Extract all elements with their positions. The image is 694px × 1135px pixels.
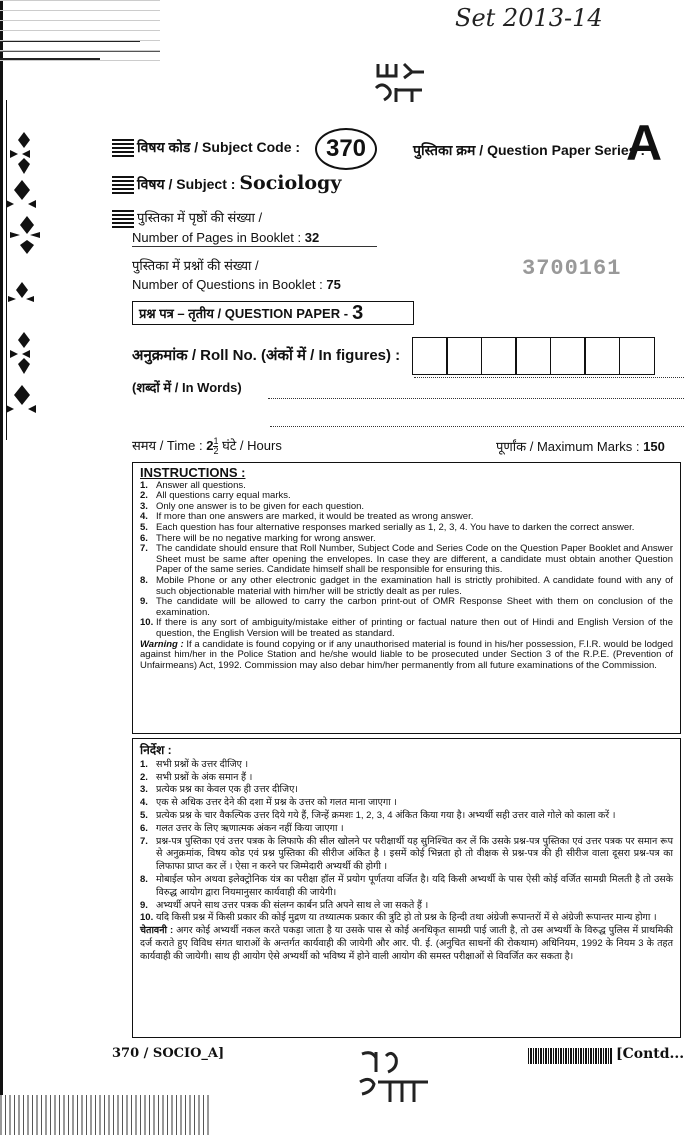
roll-digit-box[interactable] [584, 337, 620, 375]
hindi-instruction-item: 4. एक से अधिक उत्तर देने की दशा में प्रश्न के उत्तर को गलत माना जाएगा । [140, 797, 397, 809]
left-edge-ornament [0, 0, 50, 1135]
roll-no-boxes[interactable] [413, 337, 655, 375]
roll-digit-box[interactable] [515, 337, 551, 375]
instruction-item: 2. All questions carry equal marks. [140, 490, 291, 502]
hindi-instructions-title: निर्देश : [140, 743, 172, 757]
scan-noise-bottom [0, 1095, 210, 1135]
question-paper-number: 3 [352, 301, 364, 324]
instructions-list [140, 481, 673, 640]
question-paper-box: प्रश्न पत्र – तृतीय / QUESTION PAPER - 3 [132, 301, 414, 325]
hindi-instruction-item: 10. यदि किसी प्रश्न में किसी प्रकार की कोई मुद्रण या तथ्यात्मक प्रकार की त्रुटि हो तो प्रश्न के हिन्दी तथा अंग्रेजी रूपान्तरों में से अंग्रेजी रूपान्तर मान्य होगा । [140, 912, 657, 924]
handwritten-set-note: Set 2013-14 [455, 4, 603, 32]
instruction-item: 5. Each question has four alternative responses marked serially as 1, 2, 3, 4. You have to darken the correct answer. [140, 521, 635, 533]
instruction-item: 8. Mobile Phone or any other electronic gadget in the examination hall is strictly prohibited. A candidate found with any of such objectionable material with him/her will be strictly dealt as per rules. [140, 574, 673, 597]
footer-paper-code: 370 / SOCIO_A] [112, 1046, 225, 1061]
barcode-icon [528, 1048, 612, 1064]
hindi-instruction-item: 6. गलत उत्तर के लिए ऋणात्मक अंकन नहीं किया जाएगा । [140, 822, 344, 834]
subject-code-value: 370 [315, 128, 377, 170]
roll-digit-box[interactable] [619, 337, 655, 375]
instructions-title: INSTRUCTIONS : [140, 465, 246, 480]
roll-digit-box[interactable] [446, 337, 482, 375]
hindi-instruction-item: 8. मोबाईल फोन अथवा इलेक्ट्रोनिक यंत्र का परीक्षा हॉल में प्रयोग पूर्णतया वर्जित है। यदि किसी अभ्यर्थी के पास ऐसी कोई वर्जित सामग्री मिलती है तो उसके विरुद्ध आयोग द्वारा नियमानुसार कार्यवाही की जायेगी। [140, 873, 673, 898]
hindi-instruction-item: 7. प्रश्न-पत्र पुस्तिका एवं उत्तर पत्रक के लिफाफे की सील खोलने पर परीक्षार्थी यह सुनिश्चित कर लें कि उसके प्रश्न-पत्र पुस्तिका एवं उत्तर पत्रक पर समान रूप से अनुक्रमांक, विषय कोड एवं प्रश्न पुस्तिका की सीरीज अंकित है । इसमें कोई भिन्नता हो तो वीक्षक से प्रश्न-पत्र की ही सीरीज वाला दूसरा प्रश्न-पत्र का लिफाफा प्राप्त कर लें । ऐसा न करने पर जिम्मेदारी अभ्यर्थी की होगी । [140, 835, 673, 873]
scan-noise [0, 0, 160, 70]
in-words-label: (शब्दों में / In Words) [132, 380, 242, 395]
instruction-item: 3. Only one answer is to be given for each question. [140, 500, 365, 512]
marker-icon [112, 210, 134, 228]
instructions-box [132, 462, 681, 734]
max-marks-row: पूर्णांक / Maximum Marks : 150 [496, 439, 665, 454]
roll-digit-box[interactable] [412, 337, 448, 375]
questions-count: 75 [326, 277, 341, 292]
divider [132, 246, 377, 247]
warning-paragraph: Warning : If a candidate is found copying or if any unauthorised material is found in his/her possession, F.I.R. would be lodged against him/her in the Police Station and he/she would liable to be prosecuted under Section 3 of the R.P.E. (Prevention of Unfairmeans) Act, 1992. Commission may also debar him/her permanently from all future examinations of the Commission. [140, 638, 673, 671]
marker-icon [112, 139, 134, 157]
hindi-warning-paragraph: चेतावनी : अगर कोई अभ्यर्थी नकल करते पकड़ा जाता है या उसके पास से कोई अनधिकृत सामग्री पाई जाती है, तो उस अभ्यर्थी के विरुद्ध पुलिस में प्राथमिकी दर्ज कराते हुए विविध संगत धाराओं के अन्तर्गत कार्यवाही की जायेगी और आर. पी. ई. (अनुचित साधनों की रोकथाम) अधिनियम, 1992 के नियम 3 के तहत कार्यवाही की जायेगी। साथ ही आयोग ऐसे अभ्यर्थी को भविष्य में होने वाली आयोग की समस्त परीक्षाओं से विवर्जित कर सकता है। [140, 925, 674, 962]
hindi-instruction-item: 5. प्रत्येक प्रश्न के चार वैकल्पिक उत्तर दिये गये हैं, जिन्हें क्रमशः 1, 2, 3, 4 अंकित किया गया है। अभ्यर्थी सही उत्तर वाले गोले को काला करें । [140, 809, 616, 821]
subject-name: Sociology [239, 172, 342, 194]
instruction-item: 10. If there is any sort of ambiguity/mistake either of printing or factual nature then out of Hindi and English Version of the question, the English Version will be treated as standard. [140, 617, 673, 639]
hindi-instructions-list [140, 759, 673, 925]
instruction-item: 4. If more than one answers are marked, it would be treated as wrong answer. [140, 511, 474, 523]
in-words-line[interactable] [270, 426, 684, 427]
instruction-item: 7. The candidate should ensure that Roll Number, Subject Code and Series Code on the Question Paper Booklet and Answer Sheet must be same after opening the envelopes. In case they are different, a candidate must obtain another Question Paper of the same series. Candidate himself shall be responsible for ensuring this. [140, 543, 673, 576]
instruction-item: 1. Answer all questions. [140, 479, 246, 491]
time-row: समय / Time : 2 $\frac{1}{2}$ घंटे / Hours [132, 436, 282, 457]
instruction-item: 9. The candidate will be allowed to carry the carbon print-out of OMR Response Sheet with them on conclusion of the examination. [140, 596, 673, 618]
questions-block: पुस्तिका में प्रश्नों की संख्या / Number of Questions in Booklet : 75 [132, 258, 341, 292]
stamp-mark [368, 58, 438, 108]
series-label: पुस्तिका क्रम / Question Paper Series : [413, 142, 646, 158]
time-fraction: $\frac{1}{2}$ [213, 436, 219, 457]
max-marks-value: 150 [643, 439, 665, 454]
serial-number: 3700161 [522, 256, 622, 281]
hindi-instruction-item: 3. प्रत्येक प्रश्न का केवल एक ही उत्तर दीजिए। [140, 784, 298, 796]
roll-no-label: अनुक्रमांक / Roll No. (अंकों में / In figures) : [132, 347, 401, 364]
pages-count: 32 [304, 229, 320, 245]
stamp-mark [350, 1048, 440, 1108]
hindi-instruction-item: 9. अभ्यर्थी अपने साथ उत्तर पत्रक की संलग्न कार्बन प्रति अपने साथ ले जा सकते हैं । [140, 899, 429, 911]
hindi-instructions-box [132, 738, 681, 1038]
subject-row: विषय / Subject : Sociology [112, 172, 341, 194]
roll-dotted-line [414, 377, 684, 378]
in-words-line[interactable] [268, 398, 684, 399]
pages-block: पुस्तिका में पृष्ठों की संख्या / Number of Pages in Booklet : 32 [112, 208, 319, 247]
marker-icon [112, 176, 134, 194]
hindi-instruction-item: 1. सभी प्रश्नों के उत्तर दीजिए । [140, 758, 249, 770]
subject-code-label: विषय कोड / Subject Code : [112, 138, 300, 157]
series-letter: A [626, 115, 663, 171]
hindi-instruction-item: 2. सभी प्रश्नों के अंक समान हैं । [140, 771, 253, 783]
continued-label: [Contd... [616, 1046, 685, 1062]
roll-digit-box[interactable] [550, 337, 586, 375]
roll-digit-box[interactable] [481, 337, 517, 375]
instruction-item: 6. There will be no negative marking for wrong answer. [140, 532, 376, 544]
